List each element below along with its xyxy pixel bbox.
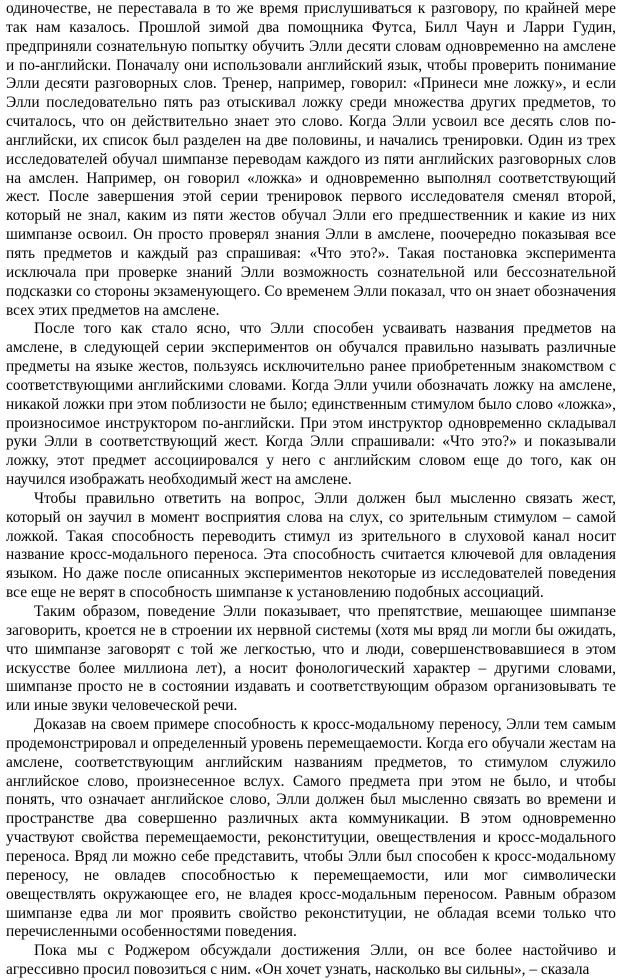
paragraph-4: Таким образом, поведение Элли показывает, что препятствие, мешающее шимпанзе заговорить, кроется не в строении их нервной системы (хотя мы вряд ли могли бы ожидать, что шимпанзе заговорят с той же легкостью, что и люди, совершенствовавшиеся в этом искусстве более миллиона лет), а носит фонологический характер – другими словами, шимпанзе просто не в состоянии издавать и соответствующим образом организовывать те или иные звуки человеческой речи.	[6, 603, 616, 715]
paragraph-6: Пока мы с Роджером обсуждали достижения Элли, он все более настойчиво и агрессивно просил повозиться с ним. «Он хочет узнать, насколько вы сильны», – сказала	[6, 942, 616, 979]
paragraph-2: После того как стало ясно, что Элли способен усваивать названия предметов на амслене, в следующей серии экспериментов он обучался правильно называть различные предметы на языке жестов, пользуясь исключительно ранее приобретенным знакомством с соответствующими английскими словами. Когда Элли учили обозначать ложку на амслене, никакой ложки при этом поблизости не было; единственным стимулом было слово «ложка», произносимое инструктором по-английски. При этом инструктор одновременно складывал руки Элли в соответствующий жест. Когда Элли спрашивали: «Что это?» и показывали ложку, этот предмет ассоциировался у него с английским словом еще до того, как он научился изображать необходимый жест на амслене.	[6, 320, 616, 489]
document-page	[6, 0, 616, 980]
paragraph-3: Чтобы правильно ответить на вопрос, Элли должен был мысленно связать жест, который он заучил в момент восприятия слова на слух, со зрительным стимулом – самой ложкой. Такая способность переводить стимул из зрительного в слуховой канал носит название кросс-модального переноса. Эта способность считается ключевой для овладения языком. Но даже после описанных экспериментов некоторые из исследователей поведения все еще не верят в способность шимпанзе к установлению подобных ассоциаций.	[6, 489, 616, 602]
paragraph-5: Доказав на своем примере способность к кросс-модальному переносу, Элли тем самым продемонстрировал и определенный уровень перемещаемости. Когда его обучали жестам на амслене, соответствующим английским названиям предметов, то стимулом служило английское слово, произнесенное вслух. Самого предмета при этом не было, и чтобы понять, что означает английское слово, Элли должен был мысленно связать во времени и пространстве два совершенно различных акта коммуникации. В этом одновременно участвуют свойства перемещаемости, реконституции, овеществления и кросс-модального переноса. Вряд ли можно себе представить, чтобы Элли был способен к кросс-модальному переносу, не овладев способностью к перемещаемости, или мог символически овеществлять окружающее его, не владея кросс-модальным переносом. Равным образом шимпанзе едва ли мог проявить свойство реконституции, не обладая всеми только что перечисленными особенностями поведения.	[6, 716, 616, 941]
paragraph-1: одиночестве, не переставала в то же время прислушиваться к разговору, по крайней мере так нам казалось. Прошлой зимой два помощника Футса, Билл Чаун и Ларри Гудин, предприняли сознательную попытку обучить Элли десяти словам одновременно на амслене и по-английски. Поначалу они использовали английский язык, чтобы проверить понимание Элли десяти разговорных слов. Тренер, например, говорил: «Принеси мне ложку», и если Элли последовательно пять раз отыскивал ложку среди множества других предметов, то считалось, что он действительно знает это слово. Когда Элли усвоил все десять слов по-английски, их список был разделен на две половины, и начались тренировки. Один из трех исследователей обучал шимпанзе переводам каждого из пяти английских разговорных слов на амслен. Например, он говорил «ложка» и одновременно выполнял соответствующий жест. После завершения этой серии тренировок первого исследователя сменял второй, который не знал, каким из пяти жестов обучал Элли его предшественник и какие из них шимпанзе освоил. Он просто проверял знания Элли в амслене, поочередно показывая все пять предметов и каждый раз спрашивая: «Что это?». Такая постановка эксперимента исключала при проверке знаний Элли возможность сознательной или бессознательной подсказки со стороны экзаменующего. Со временем Элли показал, что он знает обозначения всех этих предметов на амслене.	[6, 0, 616, 319]
